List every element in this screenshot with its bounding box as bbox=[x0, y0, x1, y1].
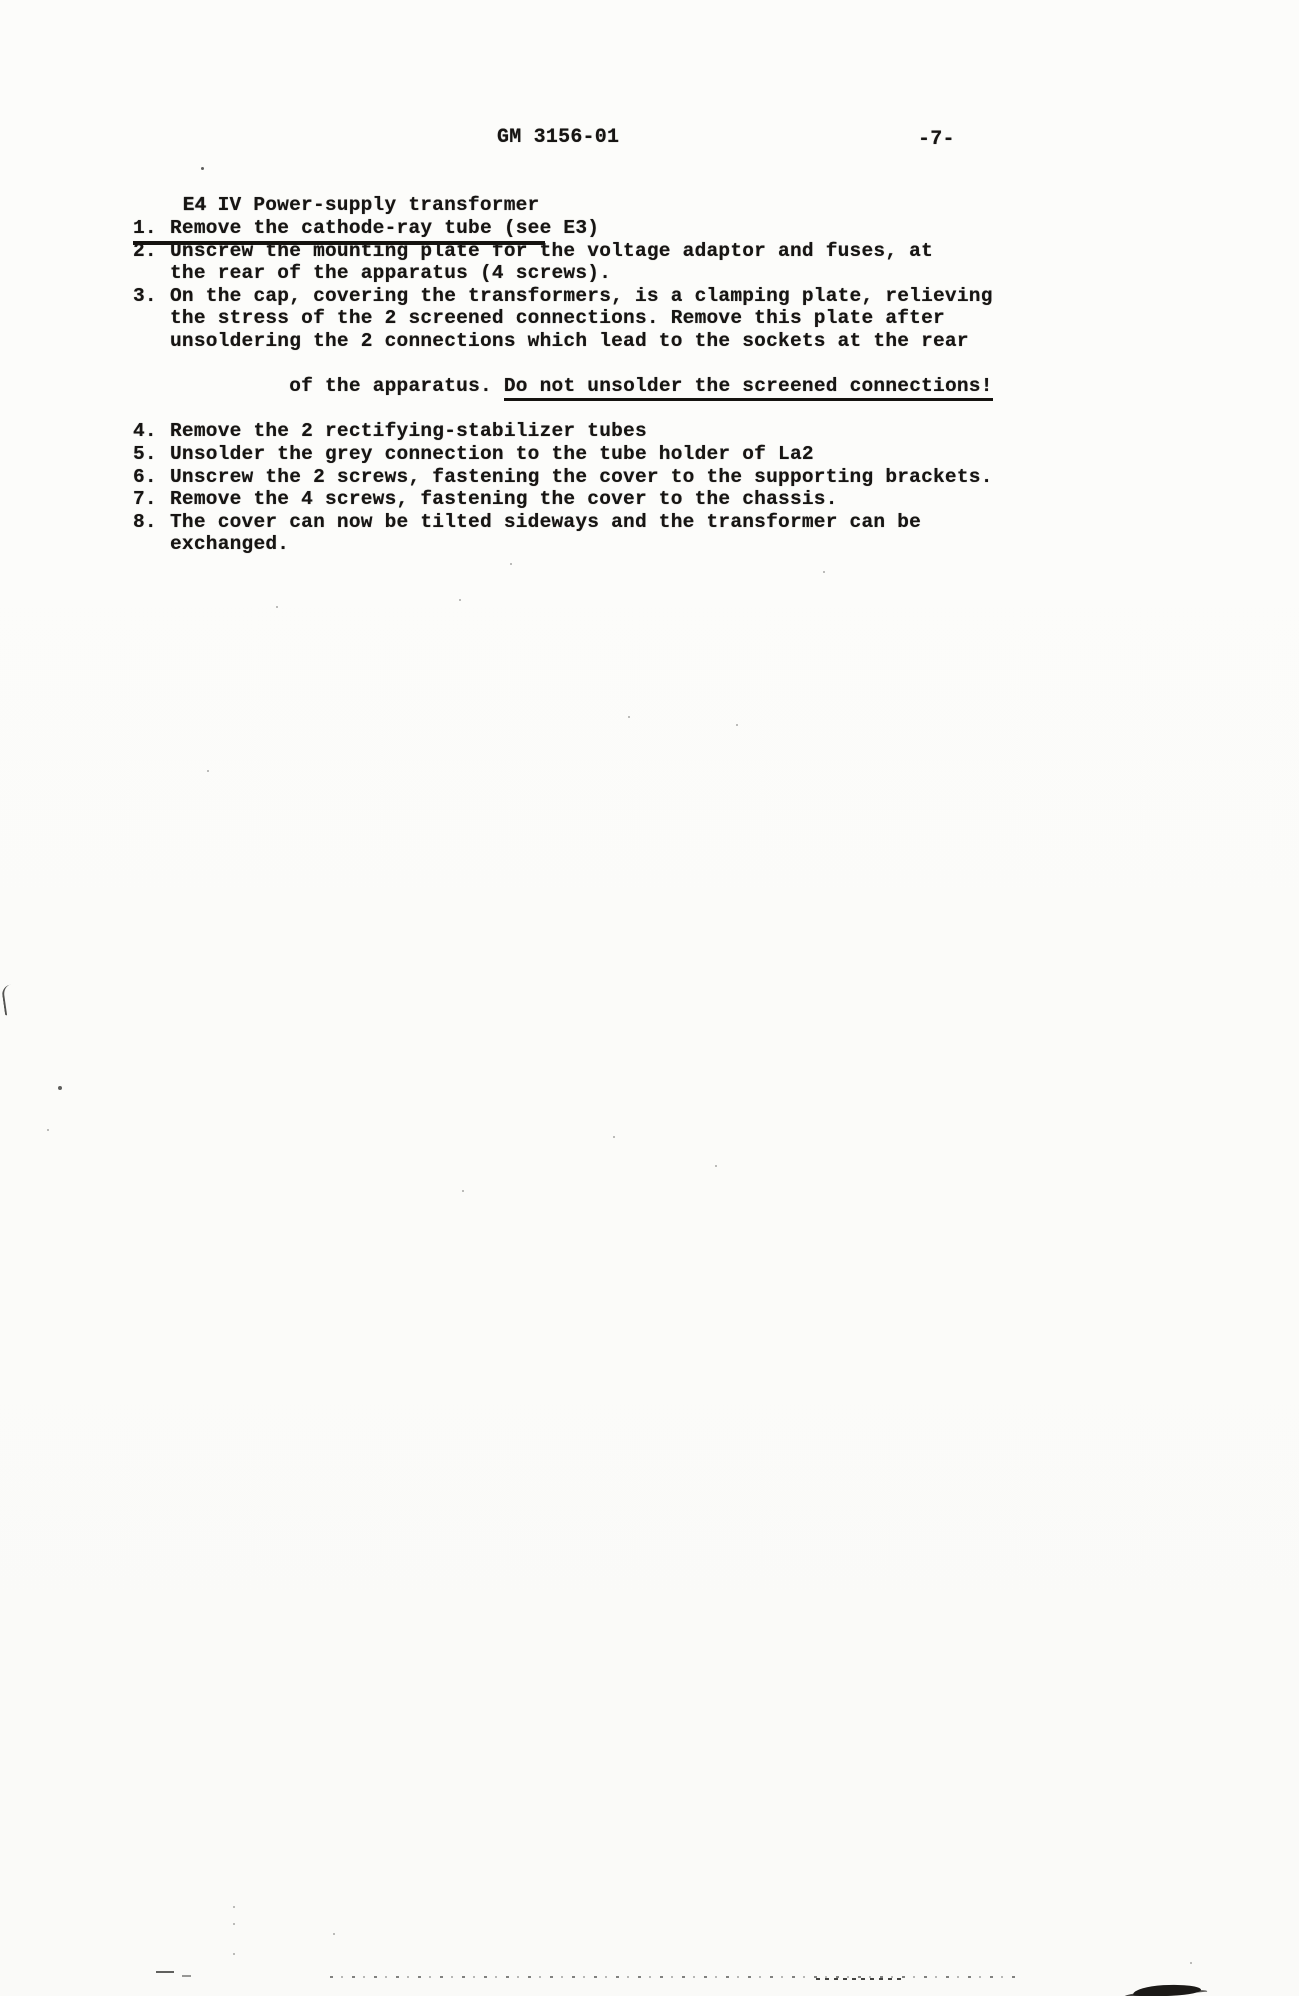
section-id: E4 bbox=[182, 194, 207, 216]
scan-speck bbox=[1190, 1962, 1192, 1964]
steps-list bbox=[133, 217, 1093, 556]
scan-speck bbox=[613, 1136, 615, 1138]
step-text: Remove the 2 rectifying-stabilizer tubes bbox=[170, 420, 647, 443]
scan-speck bbox=[233, 1953, 235, 1955]
scan-bracket-artifact bbox=[1, 984, 16, 1015]
step-number: 3. bbox=[133, 284, 157, 307]
step-text: Unsolder the grey connection to the tube holder of La2 bbox=[170, 442, 814, 465]
step-2 bbox=[133, 240, 1093, 285]
step-text: Unscrew the mounting plate for the voltage adaptor and fuses, at the rear of the apparatus (4 screws). bbox=[170, 239, 934, 285]
step-text: On the cap, covering the transformers, is a clamping plate, relieving the stress of the 2 screened connections. Remove this plate after unsoldering the 2 connections which lead to the sockets at the rear of the apparatus. Do not unsolder the screened connections! bbox=[170, 285, 1093, 421]
scan-speck bbox=[510, 563, 512, 565]
step-number: 4. bbox=[133, 420, 157, 443]
document-number: GM 3156-01 bbox=[497, 126, 620, 149]
scan-noise-line-dark bbox=[816, 1978, 902, 1980]
scan-speck bbox=[823, 571, 825, 573]
step-number: 2. bbox=[133, 239, 157, 262]
scan-speck bbox=[462, 1190, 464, 1192]
step-1 bbox=[133, 217, 1093, 240]
step-number: 8. bbox=[133, 510, 157, 533]
scan-speck bbox=[333, 1933, 335, 1935]
scan-speck bbox=[47, 1129, 49, 1131]
scan-speck bbox=[736, 724, 738, 726]
section-title: IV Power-supply transformer bbox=[217, 194, 540, 216]
warning-underlined-text: Do not unsolder the screened connections! bbox=[504, 375, 993, 401]
scan-speck bbox=[201, 167, 204, 170]
step-text: Remove the 4 screws, fastening the cover to the chassis. bbox=[170, 488, 838, 511]
scan-noise-line bbox=[330, 1976, 1020, 1978]
step-text: Remove the cathode-ray tube (see E3) bbox=[170, 217, 600, 239]
ink-blob-artifact bbox=[1133, 1983, 1201, 1996]
step-8 bbox=[133, 511, 1093, 556]
step-text: The cover can now be tilted sideways and the transformer can be exchanged. bbox=[170, 510, 922, 556]
step-5 bbox=[133, 443, 1093, 466]
step-text: Unscrew the 2 screws, fastening the cover to the supporting brackets. bbox=[170, 465, 993, 488]
step-number: 7. bbox=[133, 488, 157, 511]
step-number: 6. bbox=[133, 465, 157, 488]
scan-speck bbox=[276, 606, 278, 608]
scan-speck bbox=[207, 770, 209, 772]
scan-speck bbox=[233, 1906, 235, 1908]
scan-dash-artifact bbox=[182, 1975, 191, 1977]
step-3 bbox=[133, 285, 1093, 421]
scan-speck bbox=[628, 716, 630, 718]
step-7 bbox=[133, 488, 1093, 511]
scan-speck bbox=[715, 1165, 717, 1167]
scan-speck bbox=[459, 599, 461, 601]
step-number: 5. bbox=[133, 442, 157, 465]
scan-dash-artifact bbox=[156, 1971, 174, 1973]
step-6 bbox=[133, 466, 1093, 489]
scan-speck bbox=[233, 1923, 235, 1925]
page-number: -7- bbox=[918, 128, 955, 151]
scan-speck bbox=[58, 1086, 62, 1090]
step-4 bbox=[133, 420, 1093, 443]
step-number: 1. bbox=[133, 217, 157, 239]
